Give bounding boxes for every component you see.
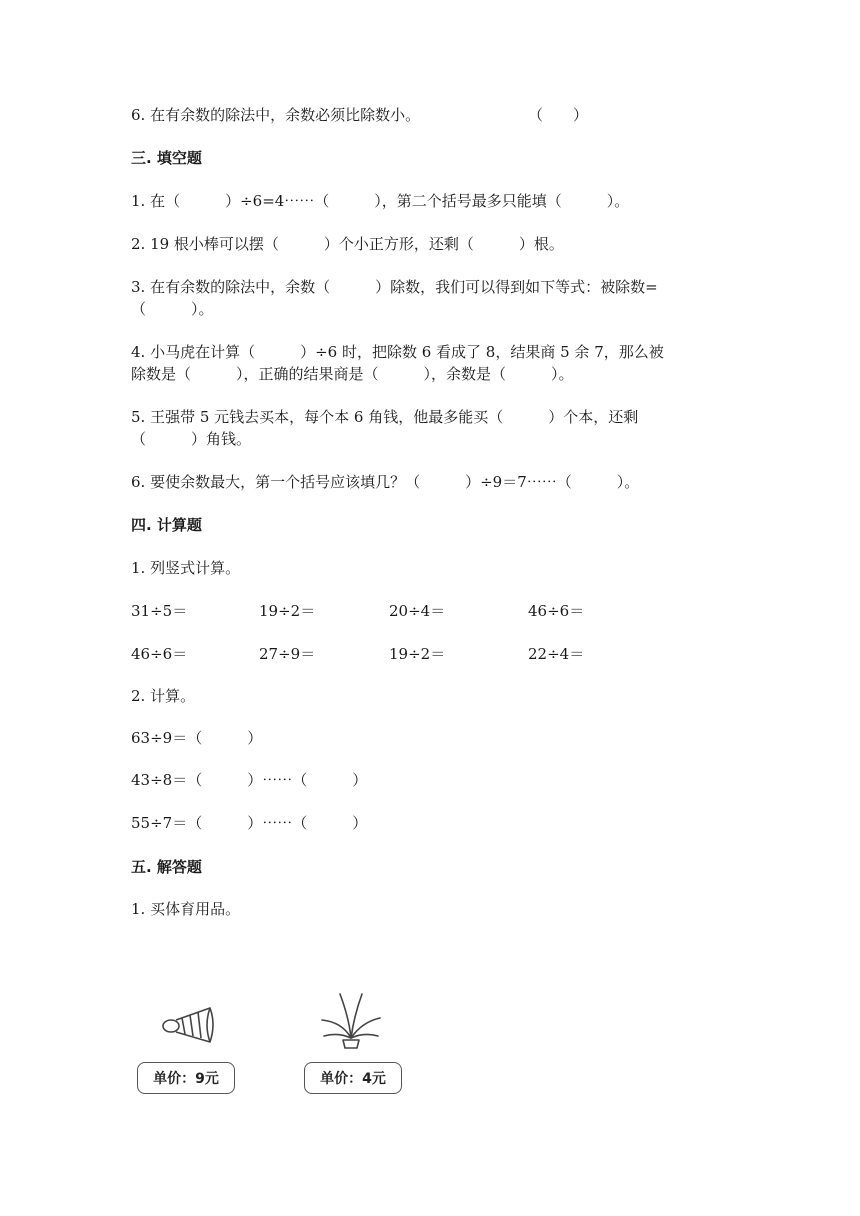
fill-question-1: 1. 在（ ）÷6=4⋯⋯（ ），第二个括号最多只能填（ ）。 bbox=[131, 192, 630, 210]
calc-expression: 31÷5＝ bbox=[131, 602, 188, 620]
price-tag: 单价：9元 bbox=[137, 1062, 235, 1094]
calc-item: 63÷9＝（ ） bbox=[131, 729, 263, 747]
section4-title: 四. 计算题 bbox=[131, 516, 202, 534]
fill-question-3-line2: （ ）。 bbox=[131, 300, 214, 318]
calc-item: 55÷7＝（ ）⋯⋯（ ） bbox=[131, 814, 368, 832]
calc-expression: 46÷6＝ bbox=[528, 602, 585, 620]
fill-question-6: 6. 要使余数最大，第一个括号应该填几？（ ）÷9＝7⋯⋯（ ）。 bbox=[131, 473, 640, 491]
calc-expression: 19÷2＝ bbox=[259, 602, 316, 620]
price-tag: 单价：4元 bbox=[304, 1062, 402, 1094]
calc-expression: 22÷4＝ bbox=[528, 645, 585, 663]
fill-question-4-line2: 除数是（ ），正确的结果商是（ ），余数是（ ）。 bbox=[131, 365, 574, 383]
shuttlecock-item bbox=[158, 1002, 218, 1052]
fill-question-2: 2. 19 根小棒可以摆（ ）个小正方形，还剩（ ）根。 bbox=[131, 235, 564, 253]
plant-item bbox=[318, 988, 384, 1052]
calc-expression: 20÷4＝ bbox=[389, 602, 446, 620]
fill-question-3-line1: 3. 在有余数的除法中，余数（ ）除数，我们可以得到如下等式：被除数= bbox=[131, 278, 658, 296]
judge-question-6: 6. 在有余数的除法中，余数必须比除数小。 bbox=[131, 106, 421, 124]
section3-title: 三. 填空题 bbox=[131, 149, 202, 167]
calc-item: 43÷8＝（ ）⋯⋯（ ） bbox=[131, 771, 368, 789]
section5-title: 五. 解答题 bbox=[131, 858, 202, 876]
plant-icon bbox=[318, 1038, 384, 1056]
fill-question-5-line1: 5. 王强带 5 元钱去买本，每个本 6 角钱，他最多能买（ ）个本，还剩 bbox=[131, 408, 639, 426]
fill-question-4-line1: 4. 小马虎在计算（ ）÷6 时，把除数 6 看成了 8，结果商 5 余 7，那么被 bbox=[131, 343, 664, 361]
answer-question-1: 1. 买体育用品。 bbox=[131, 900, 241, 918]
calc-expression: 46÷6＝ bbox=[131, 645, 188, 663]
fill-question-5-line2: （ ）角钱。 bbox=[131, 430, 252, 448]
shuttlecock-icon bbox=[158, 1038, 218, 1056]
judge-answer-blank: （ ） bbox=[528, 106, 589, 124]
calc-expression: 19÷2＝ bbox=[389, 645, 446, 663]
calc-question-1: 1. 列竖式计算。 bbox=[131, 559, 241, 577]
calc-expression: 27÷9＝ bbox=[259, 645, 316, 663]
calc-question-2: 2. 计算。 bbox=[131, 687, 196, 705]
